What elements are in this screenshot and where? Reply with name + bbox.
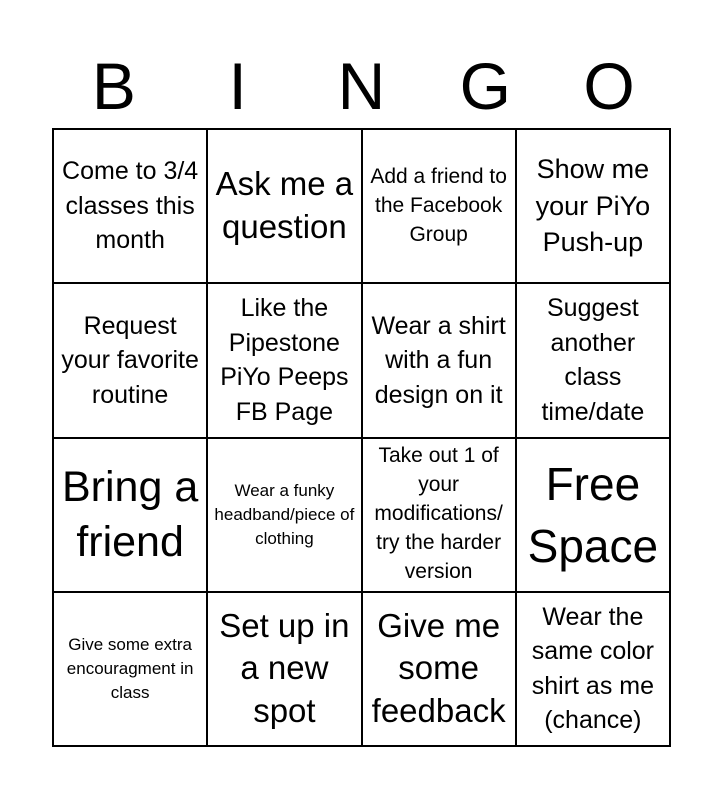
bingo-cell-free-space[interactable] — [516, 438, 670, 592]
cell-text: Wear a shirt with a fun design on it — [371, 311, 506, 409]
cell-text: Add a friend to the Facebook Group — [370, 164, 507, 246]
bingo-cell-10[interactable] — [207, 438, 361, 592]
bingo-header — [52, 48, 671, 124]
cell-text: Take out 1 of your modifications/ try the harder version — [374, 444, 503, 584]
header-letter-o: O — [583, 49, 635, 123]
bingo-cell-11[interactable] — [362, 438, 516, 592]
header-letter-b: B — [91, 49, 136, 123]
header-letter-i: I — [228, 49, 247, 123]
cell-text: Bring a friend — [62, 462, 199, 566]
bingo-cell-8[interactable] — [516, 283, 670, 437]
bingo-cell-16[interactable] — [516, 592, 670, 746]
bingo-cell-15[interactable] — [362, 592, 516, 746]
cell-text: Show me your PiYo Push-up — [535, 154, 651, 258]
header-letter-n: N — [337, 49, 386, 123]
bingo-cell-9[interactable] — [53, 438, 207, 592]
cell-text: Give me some feedback — [371, 606, 506, 730]
cell-text: Request your favorite routine — [61, 311, 199, 409]
cell-text: Wear a funky headband/piece of clothing — [214, 480, 355, 548]
bingo-cell-4[interactable] — [516, 129, 670, 283]
cell-text: Give some extra encouragment in class — [66, 635, 194, 702]
bingo-cell-7[interactable] — [362, 283, 516, 437]
cell-text: Set up in a new spot — [219, 606, 350, 730]
free-space-label: Free Space — [527, 457, 659, 572]
cell-text: Suggest another class time/date — [541, 294, 645, 426]
bingo-cell-6[interactable] — [207, 283, 361, 437]
bingo-cell-1[interactable] — [53, 129, 207, 283]
cell-text: Like the Pipestone PiYo Peeps FB Page — [220, 294, 349, 426]
header-letter-g: G — [459, 49, 511, 123]
bingo-board — [52, 128, 671, 747]
cell-text: Come to 3/4 classes this month — [62, 157, 199, 255]
cell-text: Ask me a question — [215, 165, 354, 246]
bingo-cell-14[interactable] — [207, 592, 361, 746]
bingo-cell-2[interactable] — [207, 129, 361, 283]
bingo-cell-5[interactable] — [53, 283, 207, 437]
cell-text: Wear the same color shirt as me (chance) — [531, 602, 654, 735]
bingo-cell-13[interactable] — [53, 592, 207, 746]
bingo-cell-3[interactable] — [362, 129, 516, 283]
